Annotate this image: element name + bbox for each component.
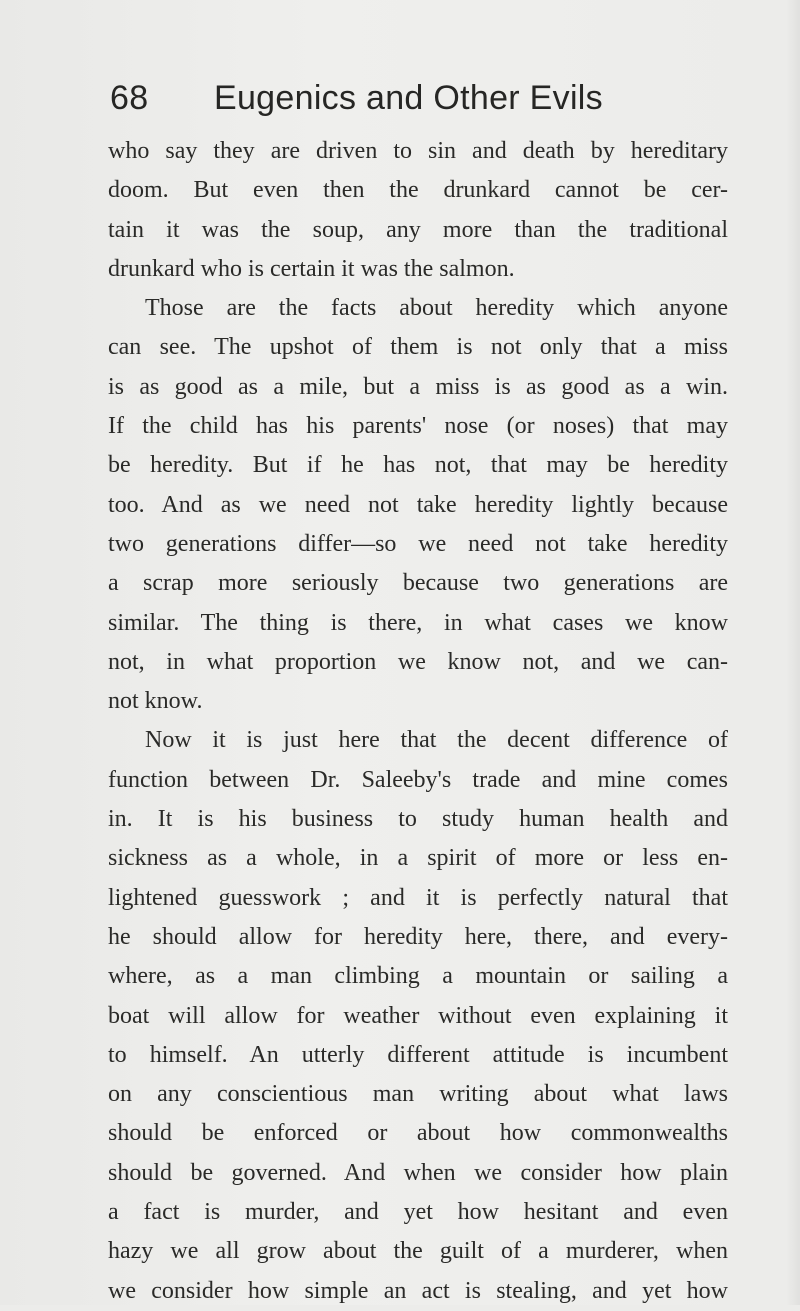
- text-line: should be governed. And when we consider how plain: [108, 1159, 728, 1186]
- text-line: drunkard who is certain it was the salmon.: [108, 255, 515, 282]
- text-line: too. And as we need not take heredity lightly because: [108, 491, 728, 518]
- text-line: Now it is just here that the decent difference of: [145, 727, 728, 754]
- page-number: 68: [110, 79, 149, 117]
- text-line: lightened guesswork ; and it is perfectly natural that: [108, 884, 728, 911]
- text-line: on any conscientious man writing about what laws: [108, 1081, 728, 1108]
- text-line: to himself. An utterly different attitude is incumbent: [108, 1041, 728, 1068]
- text-line: not, in what proportion we know not, and we can-: [108, 648, 728, 675]
- text-line: doom. But even then the drunkard cannot be cer-: [108, 177, 728, 204]
- text-line: not know.: [108, 688, 203, 715]
- text-line: hazy we all grow about the guilt of a murderer, when: [108, 1238, 728, 1265]
- text-line: If the child has his parents' nose (or noses) that may: [108, 413, 728, 440]
- text-line: function between Dr. Saleeby's trade and mine comes: [108, 766, 728, 793]
- text-line: he should allow for heredity here, there, and every-: [108, 923, 728, 950]
- text-line: is as good as a mile, but a miss is as good as a win.: [108, 373, 728, 400]
- text-line: should be enforced or about how commonwealths: [108, 1120, 728, 1147]
- text-line: a fact is murder, and yet how hesitant and even: [108, 1199, 728, 1226]
- text-line: tain it was the soup, any more than the traditional: [108, 216, 728, 243]
- text-line: a scrap more seriously because two generations are: [108, 570, 728, 597]
- body-text: [108, 132, 728, 1311]
- running-title: Eugenics and Other Evils: [214, 79, 603, 117]
- text-line: two generations differ—so we need not take heredity: [108, 530, 728, 557]
- running-header: [110, 70, 730, 126]
- text-line: Those are the facts about heredity which anyone: [145, 295, 728, 322]
- text-line: similar. The thing is there, in what cases we know: [108, 609, 728, 636]
- text-line: sickness as a whole, in a spirit of more or less en-: [108, 845, 728, 872]
- text-line: be heredity. But if he has not, that may be heredity: [108, 452, 728, 479]
- page-edge-shadow: [786, 0, 800, 1305]
- text-line: can see. The upshot of them is not only that a miss: [108, 334, 728, 361]
- text-line: boat will allow for weather without even explaining it: [108, 1002, 728, 1029]
- text-line: where, as a man climbing a mountain or sailing a: [108, 963, 728, 990]
- text-line: who say they are driven to sin and death by hereditary: [108, 138, 728, 164]
- text-line: in. It is his business to study human health and: [108, 806, 728, 833]
- text-line: we consider how simple an act is stealing, and yet how: [108, 1277, 728, 1304]
